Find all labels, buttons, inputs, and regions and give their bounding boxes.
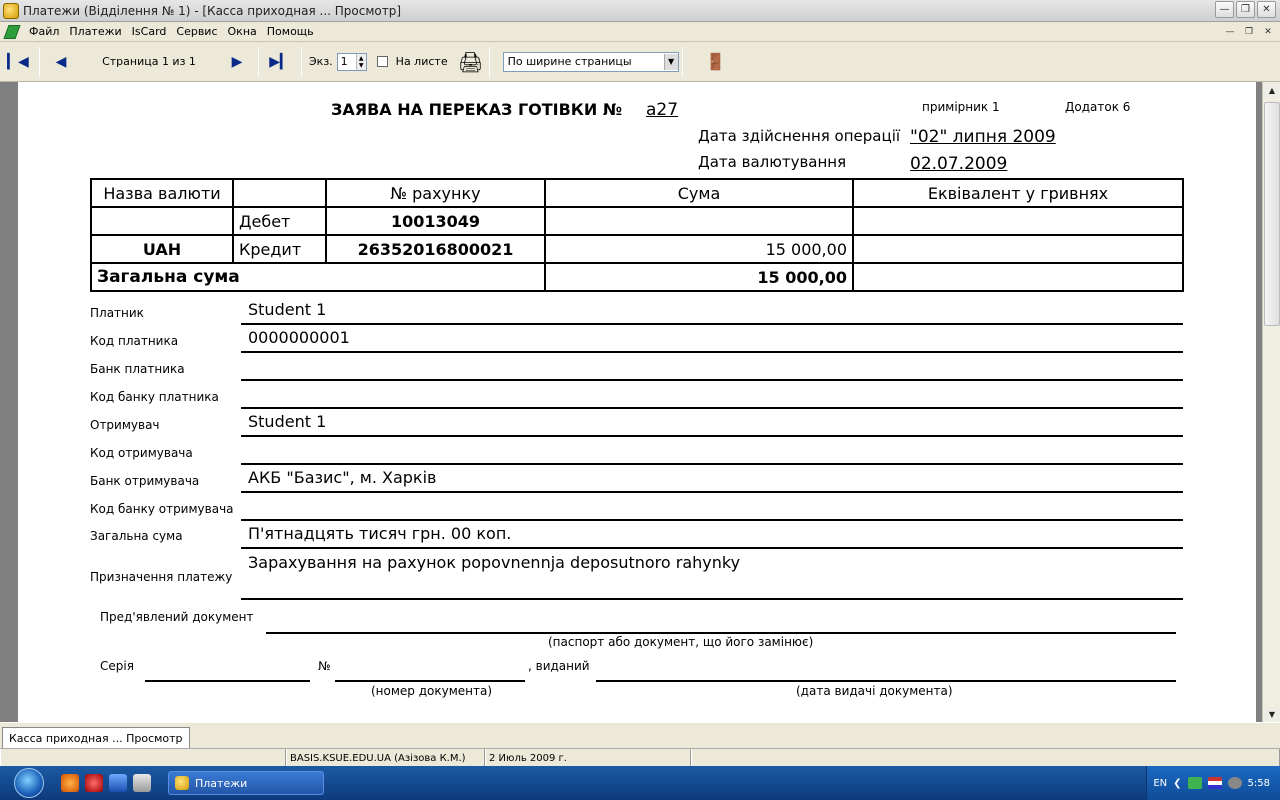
recipient-code-label: Код отримувача [90, 446, 193, 460]
status-server: BASIS.KSUE.EDU.UA (Азізова К.М.) [286, 749, 485, 767]
next-page-icon: ▶ [231, 53, 243, 70]
underline [596, 680, 1176, 682]
zoom-value: По ширине страницы [507, 55, 632, 68]
underline [241, 323, 1183, 325]
total-equivalent [853, 263, 1183, 291]
child-window-controls [1222, 24, 1276, 39]
recipient-label: Отримувач [90, 418, 160, 432]
cell-amount: 15 000,00 [545, 235, 853, 263]
payer-code-label: Код платника [90, 334, 179, 348]
cell-side: Дебет [233, 207, 326, 235]
document-icon[interactable] [3, 25, 20, 39]
underline [241, 351, 1183, 353]
cell-account: 26352016800021 [326, 235, 545, 263]
system-tray [1146, 766, 1280, 800]
underline [266, 632, 1176, 634]
scroll-thumb[interactable] [1264, 102, 1280, 326]
underline [241, 547, 1183, 549]
toolbar-separator [489, 47, 490, 77]
tab-cash-receipt-preview[interactable]: Касса приходная ... Просмотр [2, 727, 190, 749]
table-total-row [91, 263, 1183, 291]
table-row [91, 207, 1183, 235]
table-header-row [91, 179, 1183, 207]
total-words-value: П'ятнадцять тисяч грн. 00 коп. [248, 524, 512, 543]
language-indicator[interactable]: EN [1153, 777, 1168, 789]
table-row [91, 235, 1183, 263]
payer-label: Платник [90, 306, 144, 320]
payer-bank-code-label: Код банку платника [90, 390, 219, 404]
scroll-up-icon[interactable]: ▲ [1264, 82, 1280, 98]
underline [241, 379, 1183, 381]
clock: 5:58 [1247, 777, 1270, 789]
flag-icon[interactable] [1208, 777, 1222, 789]
cell-equivalent [853, 235, 1183, 263]
page-indicator: Страница 1 из 1 [102, 55, 196, 68]
scroll-down-icon[interactable]: ▼ [1264, 706, 1280, 722]
val-date-value: 02.07.2009 [910, 154, 1008, 174]
copies-stepper[interactable] [337, 53, 367, 71]
underline [145, 680, 310, 682]
underline [241, 491, 1183, 493]
preview-toolbar [0, 42, 1280, 82]
recipient-bank-label: Банк отримувача [90, 474, 200, 488]
chevron-down-icon[interactable]: ▼ [664, 54, 678, 70]
report-viewer [0, 82, 1280, 722]
underline [241, 463, 1183, 465]
header-amount: Сума [545, 179, 853, 207]
payer-code-value: 0000000001 [248, 328, 350, 347]
status-spare [691, 749, 1280, 767]
copies-label: Экз. [309, 55, 333, 68]
recipient-bank-code-label: Код банку отримувача [90, 502, 234, 516]
menu-iscard[interactable]: IsCard [131, 25, 167, 38]
issued-label: , виданий [528, 659, 590, 673]
menu-help[interactable]: Помощь [266, 25, 314, 38]
doc-title: ЗАЯВА НА ПЕРЕКАЗ ГОТІВКИ № [331, 100, 623, 119]
underline [241, 435, 1183, 437]
toolbar-separator [39, 47, 40, 77]
opera-icon[interactable] [85, 774, 103, 792]
menu-bar [0, 22, 1280, 42]
cell-currency [91, 207, 233, 235]
menu-file[interactable]: Файл [29, 25, 60, 38]
firefox-icon[interactable] [61, 774, 79, 792]
title-bar [0, 0, 1280, 22]
payer-value: Student 1 [248, 300, 327, 319]
child-close-icon[interactable]: ✕ [1264, 26, 1272, 37]
total-value: 15 000,00 [545, 263, 853, 291]
total-words-label: Загальна сума [90, 529, 183, 543]
copies-value: 1 [340, 55, 348, 68]
vertical-scrollbar[interactable] [1262, 82, 1280, 722]
chevron-left-icon[interactable]: ❮ [1173, 777, 1182, 789]
printer-icon: 🖨 [457, 49, 484, 74]
status-date: 2 Июль 2009 г. [485, 749, 691, 767]
on-sheet-checkbox[interactable] [377, 56, 388, 67]
first-page-button[interactable] [0, 47, 36, 77]
print-button[interactable] [456, 47, 486, 77]
header-blank [233, 179, 326, 207]
doc-number-hint: (номер документа) [371, 684, 493, 698]
header-account: № рахунку [326, 179, 545, 207]
op-date-label: Дата здійснення операції [698, 127, 901, 145]
val-date-label: Дата валютування [698, 153, 847, 171]
windows-logo-icon [14, 768, 44, 798]
cell-side: Кредит [233, 235, 326, 263]
taskbar [0, 766, 1280, 800]
volume-muted-icon[interactable] [1228, 777, 1242, 789]
zoom-select[interactable] [503, 52, 679, 72]
spinner-arrows-icon[interactable]: ▲ ▼ [356, 54, 366, 70]
status-empty [0, 749, 286, 767]
number-sign: № [318, 659, 331, 673]
cell-amount [545, 207, 853, 235]
menu-windows[interactable]: Окна [227, 25, 257, 38]
exit-door-icon: 🚪 [705, 52, 726, 71]
prev-page-button[interactable] [43, 47, 79, 77]
copies-group [309, 53, 448, 71]
toolbar-separator [682, 47, 683, 77]
toolbar-separator [258, 47, 259, 77]
close-preview-button[interactable] [704, 50, 728, 74]
last-page-icon: ▶▎ [269, 53, 291, 70]
child-restore-icon[interactable]: ❐ [1244, 26, 1254, 37]
cell-account: 10013049 [326, 207, 545, 235]
messenger-icon[interactable] [109, 774, 127, 792]
underline [241, 407, 1183, 409]
underline [241, 519, 1183, 521]
appendix-label: Додаток 6 [1065, 100, 1131, 114]
recipient-value: Student 1 [248, 412, 327, 431]
status-bar [0, 748, 1280, 766]
restore-icon[interactable]: ❐ [1236, 1, 1255, 18]
toolbar-separator [301, 47, 302, 77]
minimize-icon[interactable]: — [1215, 1, 1234, 18]
prev-page-icon: ◀ [55, 53, 67, 70]
last-page-button[interactable] [262, 47, 298, 77]
issue-date-hint: (дата видачі документа) [796, 684, 953, 698]
underline [335, 680, 525, 682]
close-icon[interactable]: ✕ [1257, 1, 1276, 18]
underline [241, 598, 1183, 600]
next-page-button[interactable] [219, 47, 255, 77]
recipient-bank-value: АКБ "Базис", м. Харків [248, 468, 437, 487]
start-button[interactable] [0, 766, 58, 800]
payer-bank-label: Банк платника [90, 362, 185, 376]
ovi-icon[interactable] [1188, 777, 1202, 789]
header-equivalent: Еквівалент у гривнях [853, 179, 1183, 207]
window-tab-strip [0, 722, 1280, 748]
taskbar-label: Платежи [195, 776, 248, 790]
transfer-table [90, 178, 1184, 292]
window-controls [1215, 1, 1276, 18]
menu-payments[interactable]: Платежи [69, 25, 122, 38]
app-icon [3, 3, 19, 19]
presented-doc-hint: (паспорт або документ, що його замінює) [548, 635, 814, 649]
cell-currency: UAH [91, 235, 233, 263]
child-minimize-icon[interactable]: — [1225, 26, 1235, 37]
copy-label: примірник 1 [922, 100, 1000, 114]
series-label: Серія [100, 659, 134, 673]
report-page [18, 82, 1256, 722]
purpose-label: Призначення платежу [90, 570, 233, 584]
purpose-value: Зарахування на рахунок popovnennja deposutnoro rahynky [248, 553, 741, 572]
taskbar-button-payments[interactable] [168, 771, 324, 795]
total-label: Загальна сума [91, 263, 545, 291]
on-sheet-label: На листе [395, 55, 448, 68]
app-icon [175, 776, 189, 790]
menu-service[interactable]: Сервис [176, 25, 218, 38]
op-date-value: "02" липня 2009 [910, 127, 1056, 147]
presented-doc-label: Пред'явлений документ [100, 610, 254, 624]
doc-number: а27 [646, 100, 679, 120]
first-page-icon: ▎◀ [7, 53, 29, 70]
window-title: Платежи (Відділення № 1) - [Касса приходная ... Просмотр] [23, 3, 402, 18]
header-currency: Назва валюти [91, 179, 233, 207]
cell-equivalent [853, 207, 1183, 235]
calculator-icon[interactable] [133, 774, 151, 792]
